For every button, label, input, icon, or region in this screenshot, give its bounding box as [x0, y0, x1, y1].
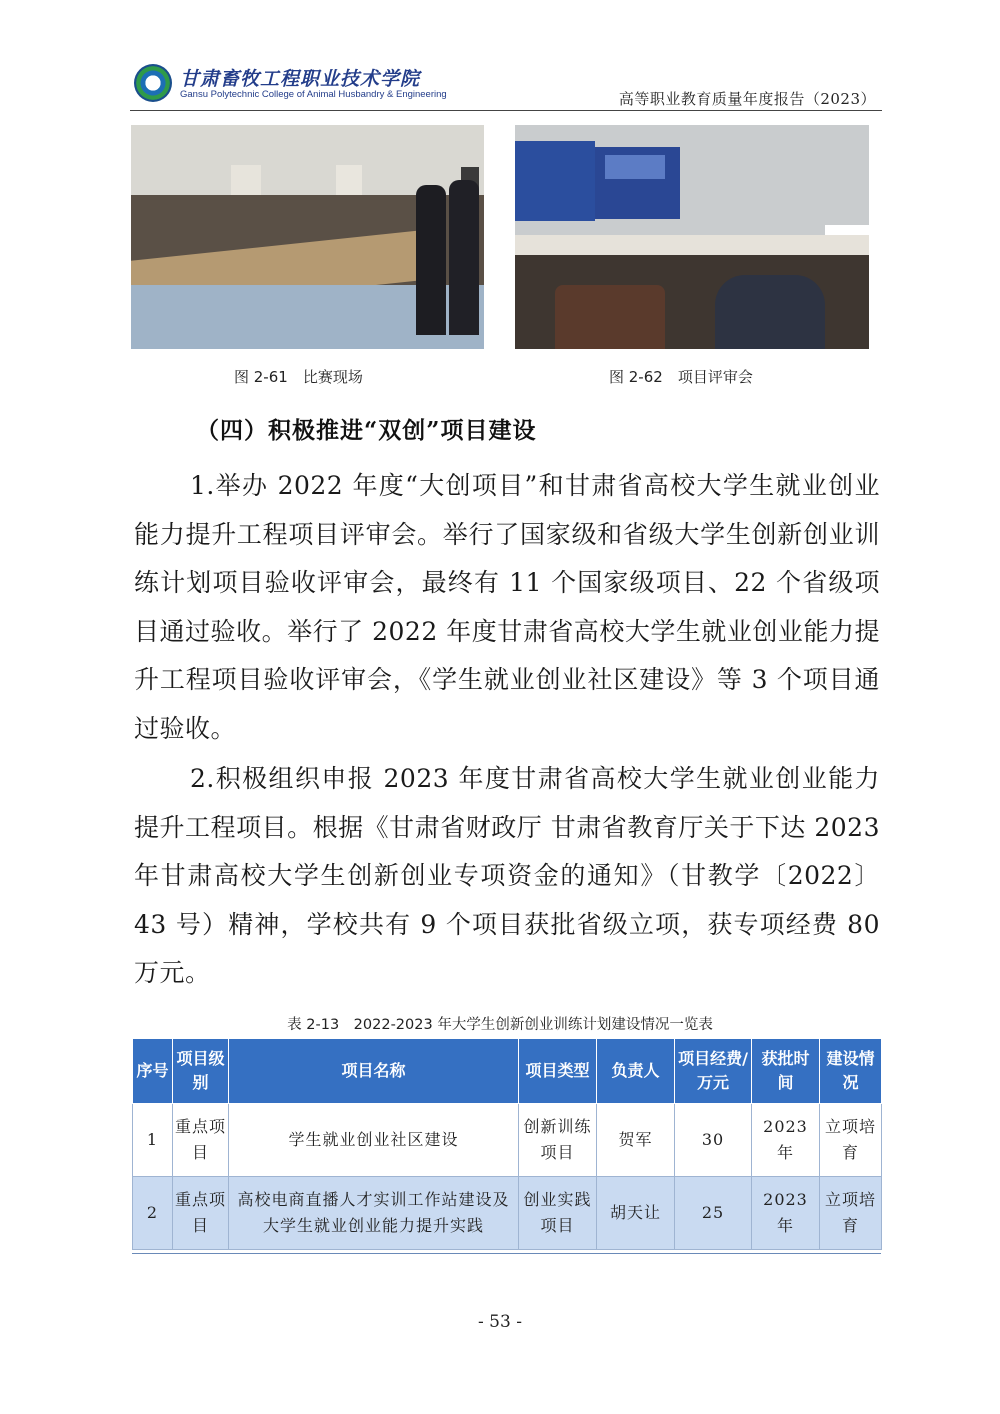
cell-leader: 贺军 — [597, 1104, 675, 1177]
col-type: 项目类型 — [519, 1039, 597, 1104]
table-bottom-rule — [132, 1253, 881, 1254]
table-caption: 表 2-13 2022-2023 年大学生创新创业训练计划建设情况一览表 — [287, 1017, 713, 1033]
project-table — [132, 1038, 882, 1250]
figure-caption-2-61: 图 2-61 比赛现场 — [234, 368, 363, 386]
school-name-en: Gansu Polytechnic College of Animal Husbandry & Engineering — [180, 89, 447, 100]
col-funding: 项目经费/万元 — [675, 1039, 752, 1104]
college-logo-icon — [134, 64, 172, 102]
header-divider — [130, 110, 882, 111]
col-name: 项目名称 — [229, 1039, 519, 1104]
cell-name: 学生就业创业社区建设 — [229, 1104, 519, 1177]
page-number: - 53 - — [478, 1312, 522, 1332]
col-approved: 获批时间 — [752, 1039, 820, 1104]
cell-status: 立项培育 — [820, 1104, 882, 1177]
cell-index: 1 — [133, 1104, 173, 1177]
page-header — [130, 58, 882, 110]
cell-approved: 2023 年 — [752, 1177, 820, 1250]
report-title: 高等职业教育质量年度报告（2023） — [618, 90, 876, 108]
col-status: 建设情况 — [820, 1039, 882, 1104]
school-name-cn: 甘肃畜牧工程职业技术学院 — [180, 68, 421, 90]
cell-leader: 胡天让 — [597, 1177, 675, 1250]
col-leader: 负责人 — [597, 1039, 675, 1104]
col-index: 序号 — [133, 1039, 173, 1104]
cell-approved: 2023 年 — [752, 1104, 820, 1177]
cell-index: 2 — [133, 1177, 173, 1250]
cell-status: 立项培育 — [820, 1177, 882, 1250]
cell-level: 重点项目 — [173, 1104, 229, 1177]
table-row — [133, 1104, 882, 1177]
section-heading: （四）积极推进“双创”项目建设 — [196, 417, 537, 444]
col-level: 项目级别 — [173, 1039, 229, 1104]
cell-type: 创业实践项目 — [519, 1177, 597, 1250]
cell-funding: 30 — [675, 1104, 752, 1177]
paragraph-2: 2.积极组织申报 2023 年度甘肃省高校大学生就业创业能力提升工程项目。根据《甘肃省财政厅 甘肃省教育厅关于下达 2023 年甘肃高校大学生创新创业专项资金的通知》（甘教学〔2022〕43 号）精神，学校共有 9 个项目获批省级立项，获专项经费 80 万元。 — [134, 764, 880, 988]
review-meeting-photo — [515, 125, 869, 349]
table-row — [133, 1177, 882, 1250]
cell-name: 高校电商直播人才实训工作站建设及大学生就业创业能力提升实践 — [229, 1177, 519, 1250]
cell-type: 创新训练项目 — [519, 1104, 597, 1177]
cell-level: 重点项目 — [173, 1177, 229, 1250]
table-header-row — [133, 1039, 882, 1104]
paragraph-1: 1.举办 2022 年度“大创项目”和甘肃省高校大学生就业创业能力提升工程项目评审会。举行了国家级和省级大学生创新创业训练计划项目验收评审会，最终有 11 个国家级项目、22 个省级项目通过验收。举行了 2022 年度甘肃省高校大学生就业创业能力提升工程项目验收评审会，《学生就业创业社区建设》等 3 个项目通过验收。 — [134, 471, 880, 743]
cell-funding: 25 — [675, 1177, 752, 1250]
competition-photo — [131, 125, 484, 349]
figure-caption-2-62: 图 2-62 项目评审会 — [609, 368, 753, 386]
